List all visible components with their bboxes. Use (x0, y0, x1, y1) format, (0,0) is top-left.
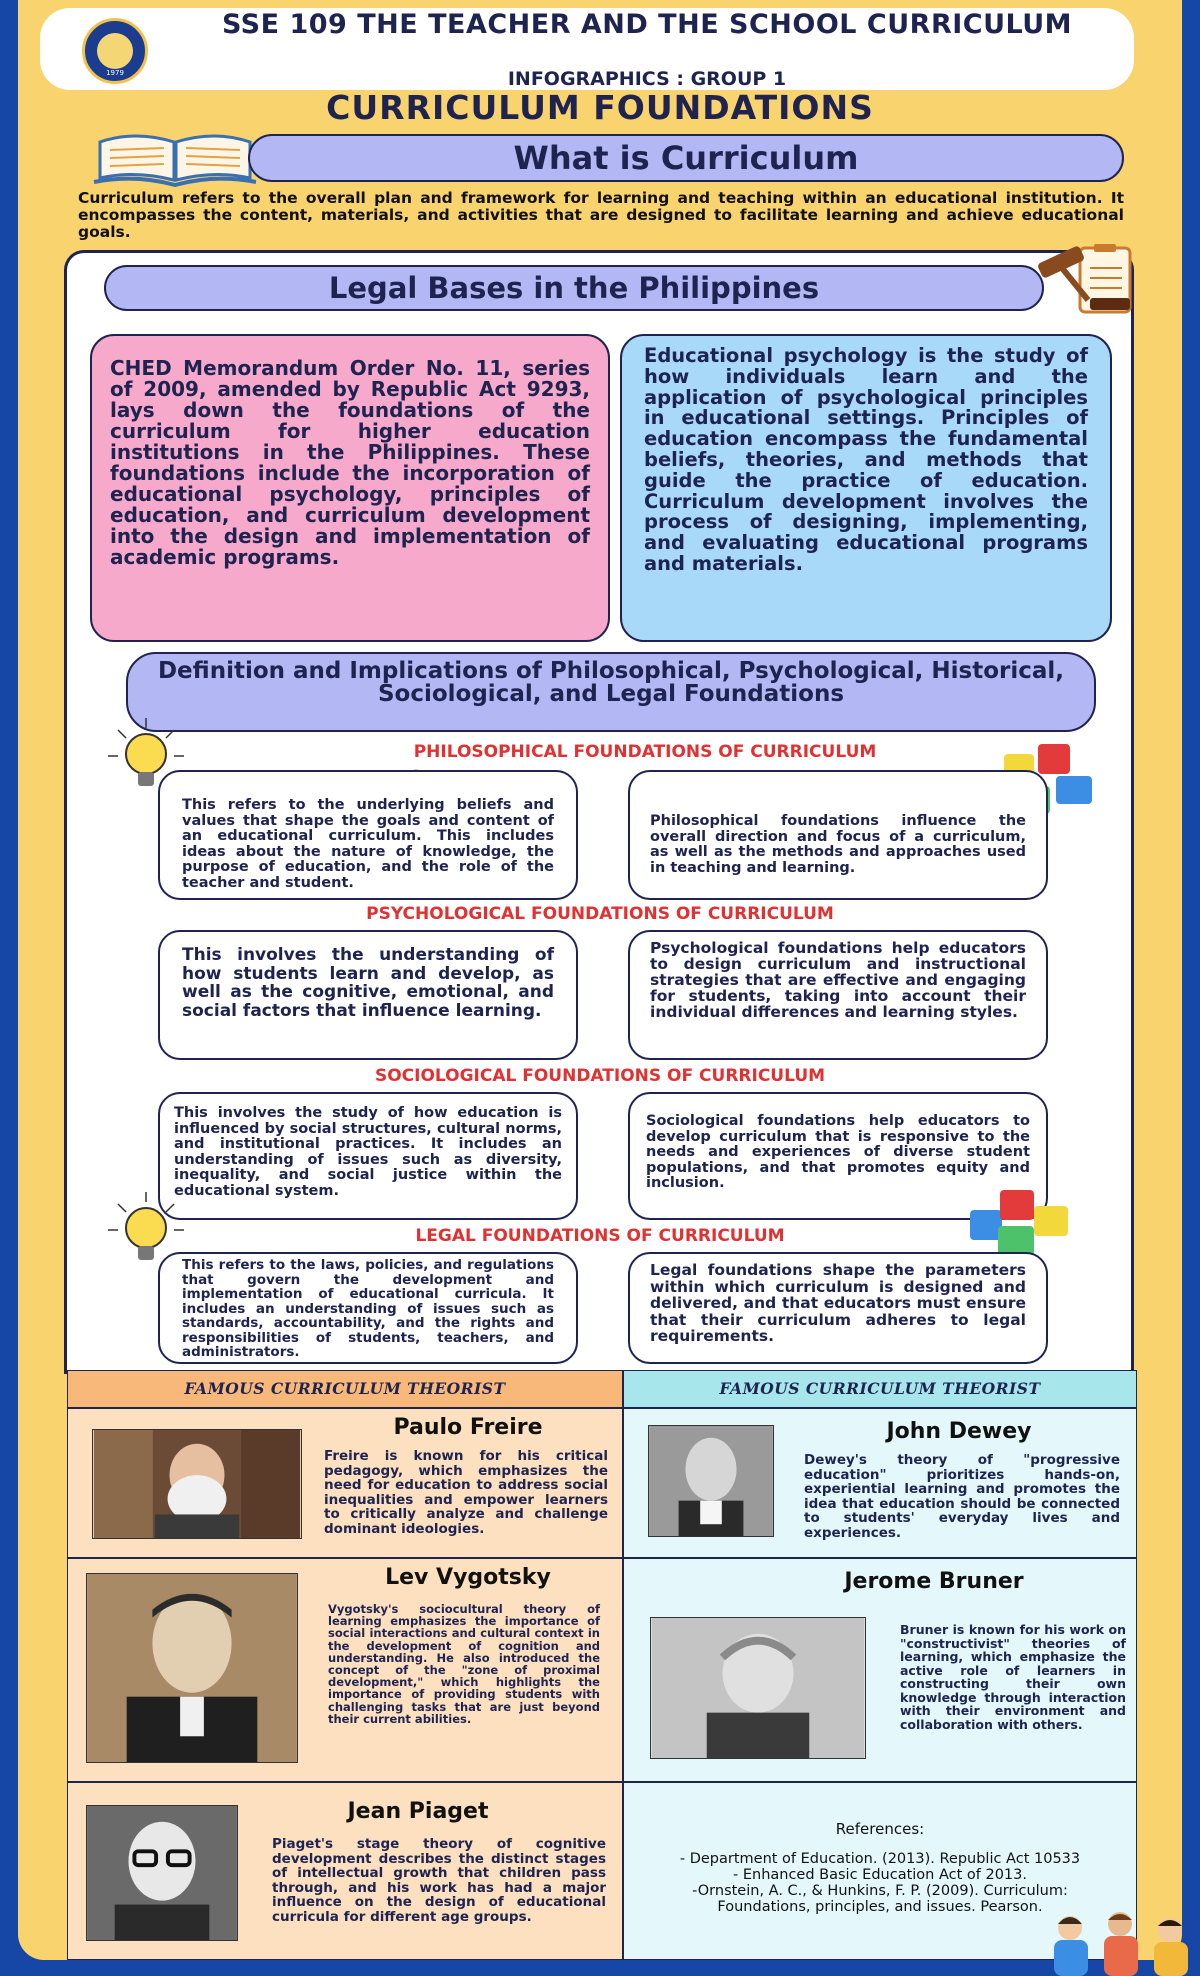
curriculum-definition-text: Curriculum refers to the overall plan and framework for learning and teaching within an educational institution. It encompasses the content, materials, and activities that are designed to facilitate learning and achieve educational goals. (78, 189, 1124, 241)
page-title: CURRICULUM FOUNDATIONS (326, 88, 874, 127)
jean-piaget-photo (86, 1805, 238, 1941)
reference-item: - Department of Education. (2013). Republic Act 10533 (679, 1851, 1081, 1867)
reference-item: -Ornstein, A. C., & Hunkins, F. P. (2009). Curriculum: (692, 1883, 1068, 1899)
theorist-header-left: FAMOUS CURRICULUM THEORIST (67, 1370, 623, 1408)
philosophical-definition-box: This refers to the underlying beliefs and values that shape the goals and content of an educational curriculum. This includes ideas about the nature of knowledge, the purpose of education, and the role of the teacher and student. (158, 770, 578, 900)
theorist-name: Jean Piaget (347, 1799, 489, 1824)
gavel-document-icon (1032, 242, 1136, 316)
children-reading-illustration (1030, 1910, 1200, 1976)
legal-implication-box: Legal foundations shape the parameters within which curriculum is designed and delivered, and that educators must ensure that their curriculum adheres to legal requirements. (628, 1252, 1048, 1364)
philosophical-section-title: PHILOSOPHICAL FOUNDATIONS OF CURRICULUM (413, 742, 877, 762)
theorists-grid (67, 1370, 1137, 1960)
theorist-description: Piaget's stage theory of cognitive development describes the distinct stages of intellectual growth that children pass through, and his work has had a major influence on the design of educational curricula for different age groups. (272, 1836, 606, 1925)
what-is-curriculum-heading: What is Curriculum (248, 134, 1124, 182)
header-banner (40, 8, 1134, 90)
sociological-section-title: SOCIOLOGICAL FOUNDATIONS OF CURRICULUM (374, 1066, 826, 1086)
legal-definition-box: This refers to the laws, policies, and regulations that govern the development and implementation of educational curricula. It includes an understanding of issues such as standards, accountability, and the rights and responsibilities of students, teachers, and administrators. (158, 1252, 578, 1364)
paulo-freire-photo (92, 1429, 302, 1539)
theorist-header-right: FAMOUS CURRICULUM THEORIST (623, 1370, 1137, 1408)
ched-memorandum-box: CHED Memorandum Order No. 11, series of 2009, amended by Republic Act 9293, lays down the foundations of the curriculum for higher education institutions in the Philippines. These foundations include the incorporation of educational psychology, principles of education, and curriculum development into the design and implementation of academic programs. (90, 334, 610, 642)
educational-psychology-box: Educational psychology is the study of how individuals learn and the application of psychological principles in educational settings. Principles of education encompass the fundamental beliefs, theories, and methods that guide the practice of education. Curriculum development involves the process of designing, implementing, and evaluating educational programs and materials. (620, 334, 1112, 642)
psychological-definition-box: This involves the understanding of how students learn and develop, as well as the cognitive, emotional, and social factors that influence learning. (158, 930, 578, 1060)
theorist-name: John Dewey (886, 1419, 1032, 1444)
sociological-implication-box: Sociological foundations help educators to develop curriculum that is responsive to the needs and experiences of diverse student populations, and that promotes equity and inclusion. (628, 1092, 1048, 1220)
legal-bases-heading: Legal Bases in the Philippines (104, 265, 1044, 311)
legal-section-title: LEGAL FOUNDATIONS OF CURRICULUM (415, 1226, 785, 1246)
philosophical-implication-box: Philosophical foundations influence the overall direction and focus of a curriculum, as well as the methods and approaches used in teaching and learning. (628, 770, 1048, 900)
psychological-implication-box: Psychological foundations help educators to design curriculum and instructional strategies that are effective and engaging for students, taking into account their individual differences and learning styles. (628, 930, 1048, 1060)
university-seal-icon (82, 18, 148, 84)
lev-vygotsky-photo (86, 1573, 298, 1763)
definitions-heading: Definition and Implications of Philosophical, Psychological, Historical, Sociological, and Legal Foundations (126, 652, 1096, 732)
theorist-name: Jerome Bruner (844, 1569, 1024, 1594)
reference-item: Foundations, principles, and issues. Pearson. (717, 1899, 1043, 1915)
theorist-description: Bruner is known for his work on "constructivist" theories of learning, which emphasize the active role of learners in constructing their own knowledge through interaction with their environment and collaboration with others. (900, 1622, 1126, 1732)
sociological-definition-box: This involves the study of how education is influenced by social structures, cultural norms, and institutional practices. It includes an understanding of issues such as diversity, inequality, and social justice within the educational system. (158, 1092, 578, 1220)
theorist-card-piaget (67, 1782, 623, 1960)
reference-item: - Enhanced Basic Education Act of 2013. (733, 1867, 1027, 1883)
john-dewey-photo (648, 1425, 774, 1537)
open-book-icon (90, 128, 260, 188)
theorist-description: Vygotsky's sociocultural theory of learning emphasizes the importance of social interactions and cultural context in the development of cognition and understanding. He also introduced the concept of the "zone of proximal development," which highlights the importance of providing students with challenging tasks that are just beyond their current abilities. (328, 1602, 600, 1726)
psychological-section-title: PSYCHOLOGICAL FOUNDATIONS OF CURRICULUM (366, 904, 834, 924)
course-subtitle: INFOGRAPHICS : GROUP 1 (507, 68, 787, 90)
theorist-card-vygotsky (67, 1558, 623, 1782)
references-heading: References: (835, 1820, 925, 1838)
jerome-bruner-photo (650, 1617, 866, 1759)
theorist-card-bruner (623, 1558, 1137, 1782)
course-title: SSE 109 THE TEACHER AND THE SCHOOL CURRICULUM (221, 9, 1073, 40)
theorist-card-dewey (623, 1408, 1137, 1558)
theorist-description: Freire is known for his critical pedagogy, which emphasizes the need for education to address social inequalities and empower learners to critically analyze and challenge dominant ideologies. (324, 1448, 608, 1537)
theorist-name: Paulo Freire (393, 1415, 543, 1440)
theorist-name: Lev Vygotsky (385, 1565, 551, 1590)
seal-year: 1979 (106, 69, 124, 77)
theorist-description: Dewey's theory of "progressive education" prioritizes hands-on, experiential learning and promotes the idea that education should be connected to students' everyday lives and experiences. (804, 1452, 1120, 1541)
theorist-card-freire (67, 1408, 623, 1558)
